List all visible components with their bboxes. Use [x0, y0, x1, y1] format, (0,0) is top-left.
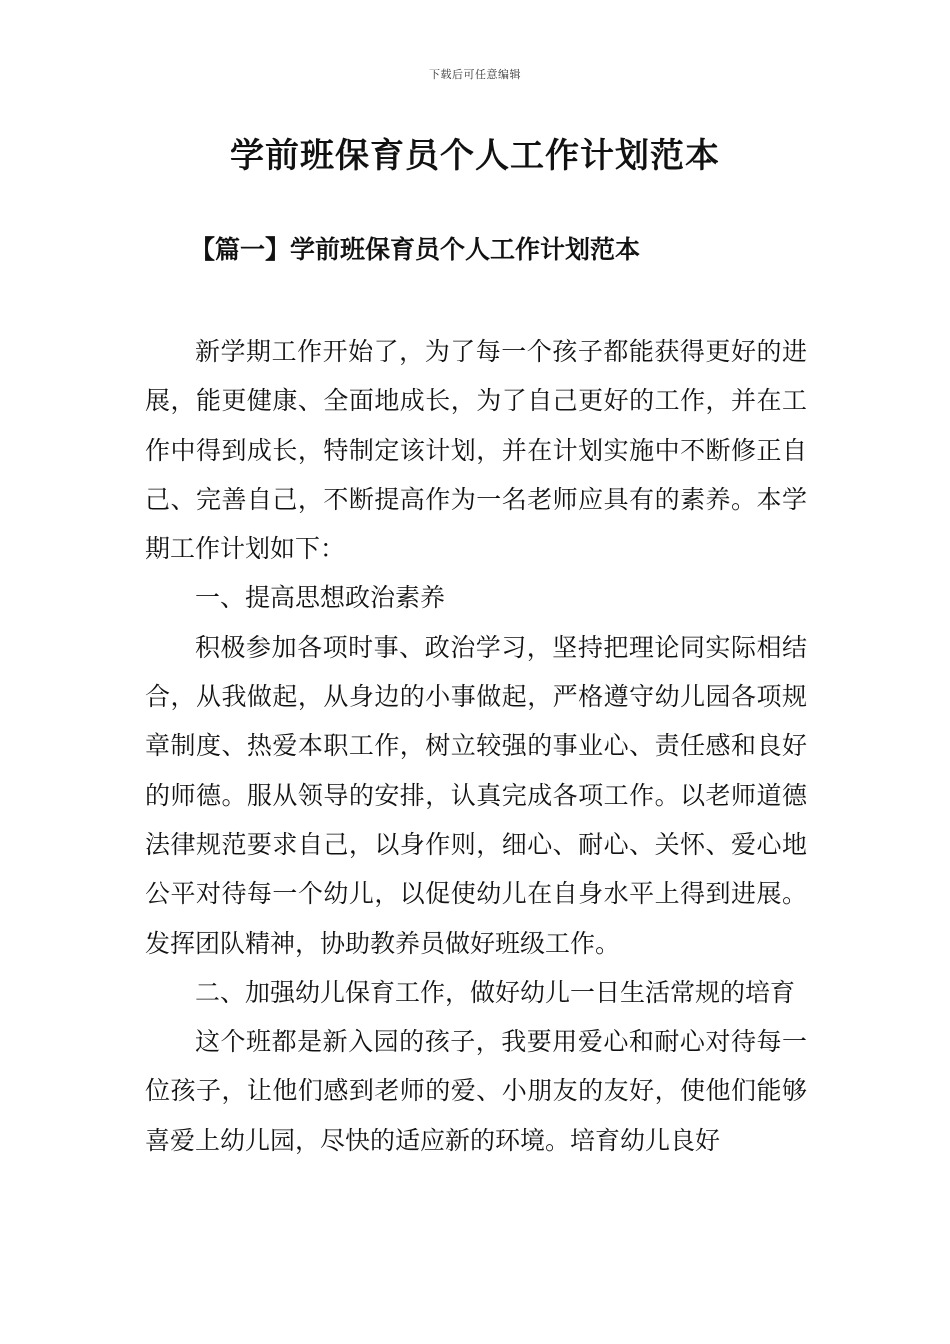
section-heading: 【篇一】学前班保育员个人工作计划范本: [190, 235, 641, 264]
header-note: 下载后可任意编辑: [429, 68, 521, 81]
document-body: [145, 327, 807, 1165]
subheading-childcare-routine: 二、加强幼儿保育工作，做好幼儿一日生活常规的培育: [195, 977, 796, 1007]
paragraph-childcare-routine: 这个班都是新入园的孩子，我要用爱心和耐心对待每一位孩子，让他们感到老师的爱、小朋友的友好，使他们能够喜爱上幼儿园，尽快的适应新的环境。培育幼儿良好: [145, 1027, 807, 1155]
subheading-political-quality: 一、提高思想政治素养: [195, 583, 446, 613]
paragraph-intro: 新学期工作开始了，为了每一个孩子都能获得更好的进展，能更健康、全面地成长，为了自己更好的工作，并在工作中得到成长，特制定该计划，并在计划实施中不断修正自己、完善自己，不断提高作为一名老师应具有的素养。本学期工作计划如下：: [145, 337, 807, 564]
document-title: 学前班保育员个人工作计划范本: [230, 136, 720, 176]
paragraph-political-quality: 积极参加各项时事、政治学习，坚持把理论同实际相结合，从我做起，从身边的小事做起，严格遵守幼儿园各项规章制度、热爱本职工作，树立较强的事业心、责任感和良好的师德。服从领导的安排，认真完成各项工作。以老师道德法律规范要求自己，以身作则，细心、耐心、关怀、爱心地公平对待每一个幼儿，以促使幼儿在自身水平上得到进展。发挥团队精神，协助教养员做好班级工作。: [145, 632, 807, 958]
